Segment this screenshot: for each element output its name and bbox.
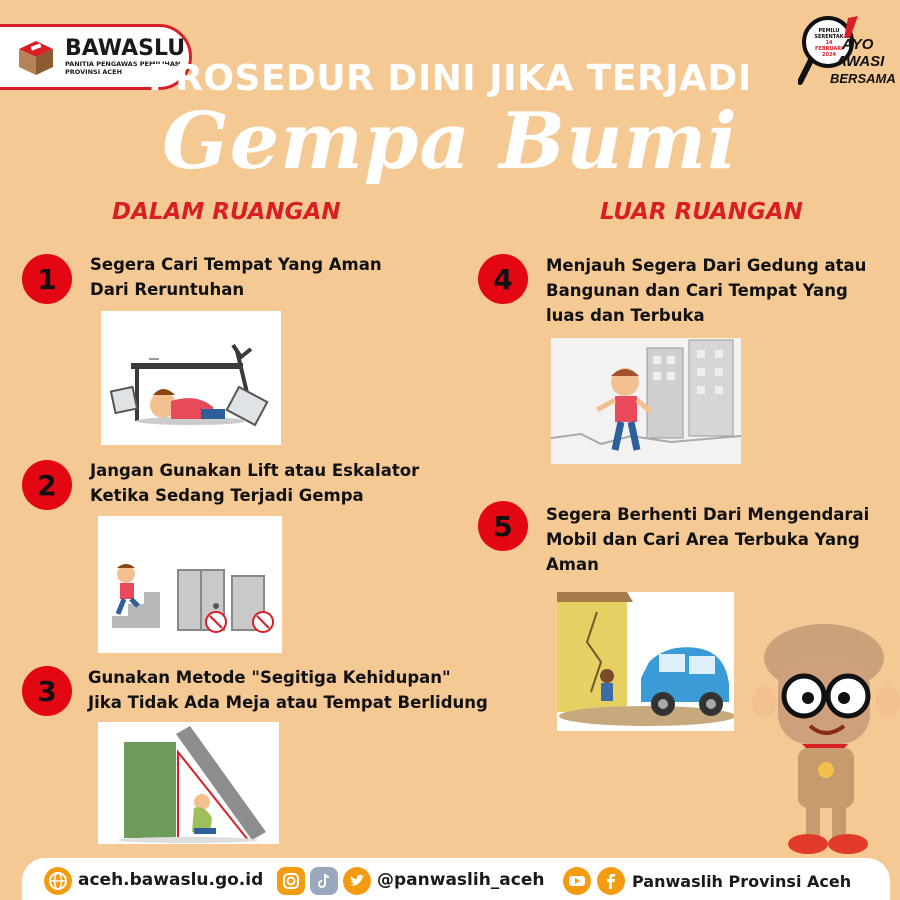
step-number-4: 4 bbox=[478, 254, 528, 304]
instagram-icon[interactable] bbox=[277, 867, 305, 895]
step-5-text bbox=[546, 502, 869, 577]
section-title-outdoor: LUAR RUANGAN bbox=[600, 199, 803, 225]
step-4-line1: Menjauh Segera Dari Gedung atau bbox=[546, 256, 867, 275]
step-1-line2: Dari Reruntuhan bbox=[90, 280, 245, 299]
illustration-stop-car bbox=[557, 592, 734, 731]
twitter-icon[interactable] bbox=[343, 867, 371, 895]
badge-line2: SERENTAK bbox=[814, 34, 844, 40]
badge-line4: 2024 bbox=[822, 52, 836, 58]
step-2-line1: Jangan Gunakan Lift atau Eskalator bbox=[90, 461, 420, 480]
step-3-line2: Jika Tidak Ada Meja atau Tempat Berlidung bbox=[88, 693, 488, 712]
step-4-line2: Bangunan dan Cari Tempat Yang bbox=[546, 281, 848, 300]
heading-subtitle: PROSEDUR DINI JIKA TERJADI bbox=[148, 58, 752, 99]
step-2-line2: Ketika Sedang Terjadi Gempa bbox=[90, 486, 364, 505]
section-title-indoor: DALAM RUANGAN bbox=[112, 199, 341, 225]
badge-line3: 14 FEBRUARI bbox=[815, 40, 843, 52]
step-3-text bbox=[88, 665, 488, 715]
website-link[interactable]: aceh.bawaslu.go.id bbox=[78, 870, 264, 890]
social-handle-link[interactable]: @panwaslih_aceh bbox=[377, 870, 545, 890]
badge-slogan3: BERSAMA bbox=[830, 71, 896, 86]
badge-slogan1: AYO bbox=[842, 36, 874, 53]
illustration-away-from-building bbox=[551, 338, 741, 464]
step-5-line2: Mobil dan Cari Area Terbuka Yang bbox=[546, 530, 860, 549]
step-2-text bbox=[90, 458, 419, 508]
brand-sub-line1: PANITIA PENGAWAS PEMILIHAN bbox=[65, 60, 181, 68]
step-number-5: 5 bbox=[478, 501, 528, 551]
step-number-3: 3 bbox=[22, 666, 72, 716]
brand-name: BAWASLU bbox=[65, 36, 186, 61]
mascot-illustration bbox=[752, 618, 900, 860]
step-5-line1: Segera Berhenti Dari Mengendarai bbox=[546, 505, 870, 524]
step-4-line3: luas dan Terbuka bbox=[546, 306, 705, 325]
step-5-line3: Aman bbox=[546, 555, 599, 574]
heading-title: Gempa Bumi bbox=[162, 96, 738, 187]
brand-sub-line2: PROVINSI ACEH bbox=[65, 68, 123, 76]
illustration-under-table bbox=[101, 311, 281, 445]
youtube-icon[interactable] bbox=[563, 867, 591, 895]
illustration-no-elevator bbox=[98, 516, 282, 653]
step-3-line1: Gunakan Metode "Segitiga Kehidupan" bbox=[88, 668, 451, 687]
step-4-text bbox=[546, 253, 866, 328]
step-number-1: 1 bbox=[22, 254, 72, 304]
globe-icon[interactable] bbox=[44, 867, 72, 895]
tiktok-icon[interactable] bbox=[310, 867, 338, 895]
facebook-icon[interactable] bbox=[597, 867, 625, 895]
step-1-line1: Segera Cari Tempat Yang Aman bbox=[90, 255, 382, 274]
step-number-2: 2 bbox=[22, 460, 72, 510]
badge-line1: PEMILU bbox=[818, 28, 840, 34]
step-1-text bbox=[90, 252, 382, 302]
illustration-triangle-of-life bbox=[98, 722, 279, 844]
facebook-page-link[interactable]: Panwaslih Provinsi Aceh bbox=[632, 872, 852, 891]
badge-slogan2: AWASI bbox=[836, 53, 885, 70]
